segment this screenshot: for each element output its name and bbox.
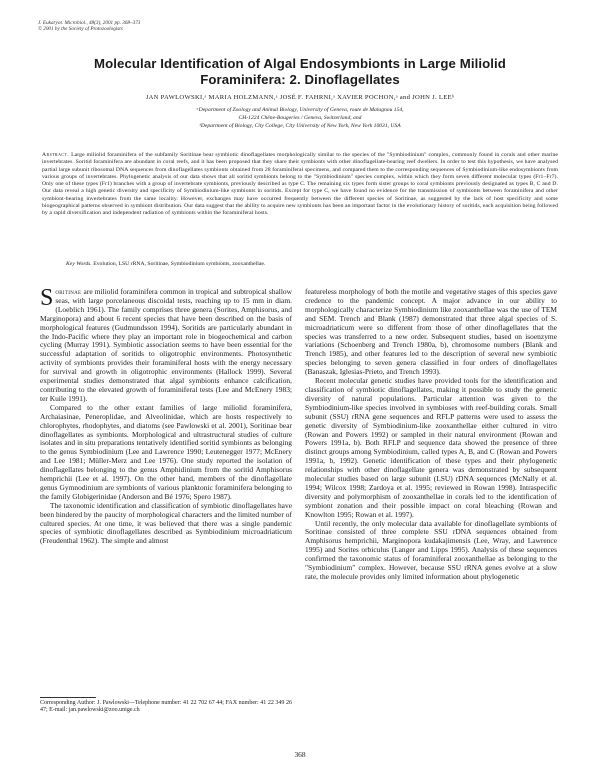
abstract-text: Large miliolid foraminifera of the subfamily Soritinae bear symbiotic dinoflagellates morphologically similar to the species of the "Symbiodinium" complex, commonly found in corals and other marine invertebrates. Soritid foraminifera are abundant in coral reefs, and it has been proposed that they share their symbionts with other dinoflagellate-bearing reef dwellers. In order to test this hypothesis, we have analysed partial large subunit ribosomal DNA sequences from dinoflagellates symbionts obtained from 28 foraminiferal specimens, and compared them to the corresponding sequences of Symbiodinium-like endosymbionts from various groups of invertebrates. Phylogenetic analysis of our data shows that all soritid symbionts belong to the "Symbiodinium" species complex, within which they form seven different molecular types (Fr1–Fr7). Only one of these types (Fr1) branches with a group of invertebrate symbionts, previously described as type C. The remaining six types form sister groups to coral symbionts previously designated as types B, C and D. Our data reveal a high genetic diversity and specificity of Symbiodinium-like symbionts in soritids. Except for type C, we have found no evidence for the transmission of symbionts between foraminifera and other symbiont-bearing invertebrates from the same locality. However, exchanges may have occurred frequently between the different species of Soritinae, as suggested by the lack of host specificity and some biogeographical patterns observed in symbiont distribution. Our data suggest that the ability to acquire new symbionts has been an important factor in the evolutionary history of soritids, each acquisition being followed by a rapid diversification and independent radiation of symbionts within the foraminiferal hosts.	[42, 152, 559, 216]
affiliation-2: CH-1224 Chêne-Bougeries / Geneva, Switzerland, and	[238, 115, 362, 121]
keywords	[66, 261, 558, 268]
title-line-2: Foraminifera: 2. Dinoflagellates	[200, 72, 400, 87]
journal-copyright: © 2001 by the Society of Protozoologists	[38, 26, 123, 33]
intro-paragraph-4: Recent molecular genetic studies have provided tools for the identification and classification of symbiotic dinoflagellates, making it possible to study the genetic diversity of natural populations. Particular attention was given to the Symbiodinium-like species involved in symbioses with reef-building corals. Small subunit (SSU) rRNA gene sequences and RFLP patterns were used to assess the genetic diversity of Symbiodinium-like zooxanthellae either cultured in vitro (Rowan and Powers 1992) or sampled in their natural environment (Rowan and Powers 1991a, b). Both RFLP and sequence data showed the presence of three distinct groups among Symbiodinium, called types A, B, and C (Rowan and Powers 1991a, b, 1992). Genetic identification of these types and their phylogenetic relationships with other dinoflagellate genera was demonstrated by subsequent molecular studies based on large subunit (LSU) rDNA sequences (McNally et al. 1994; Wilcox 1998; Zardoya et al. 1995; reviewed in Rowan 1998). Intraspecific diversity and polymorphism of zooxanthellae in corals led to the identification of symbiont zonation and their possible impact on coral bleaching (Rowan and Knowlton 1995; Rowan et al. 1997).	[305, 376, 557, 519]
affiliation-3: ᵇDepartment of Biology, City College, City University of New York, New York 10031, USA	[199, 123, 401, 129]
paper-title	[40, 56, 560, 88]
intro-paragraph-3-cont: featureless morphology of both the motile and vegetative stages of this species gave credence to the pandemic concept. A major advance in our ability to morphologically characterize Symbiodinium like zooxanthellae was the use of TEM and SEM. Trench and Blank (1987) demonstrated that three algal species of S. microadriaticum were so different from those of other dinoflagellates that the species was transferred to a new order. Subsequent studies, based on isoenzyme variations (Schoenberg and Trench 1980a, b), chromosome numbers (Blank and Trench 1985), and other features led to the description of several new symbiotic species belonging to seven genera classified in four orders of dinoflagellates (Banaszak, Iglesias-Prieto, and Trench 1993).	[305, 287, 557, 377]
left-column	[40, 285, 292, 546]
intro-paragraph-3: The taxonomic identification and classification of symbiotic dinoflagellates have been hindered by the paucity of morphological characters and the limited number of cultured species. At one time, it was believed that there was a single pandemic species of symbiotic dinoflagellates described as Symbiodinium microadriaticum (Freudenthal 1962). The simple and almost	[40, 500, 292, 546]
intro-paragraph-5: Until recently, the only molecular data available for dinoflagellate symbionts of Soritinae consisted of three complete SSU rDNA sequences obtained from Amphisorus hemprichii, Marginopora kudakajimensis (Lee, Wray, and Lawrence 1995) and Sorites orbiculus (Langer and Lipps 1995). Analysis of these sequences confirmed the taxonomic status of foraminiferal zooxanthellae as belonging to the "Symbiodinium" complex. However, because SSU rRNA genes evolve at a slow rate, the molecule provides only limited information about phylogenetic	[305, 518, 557, 581]
abstract-label: Abstract.	[42, 152, 70, 158]
affiliation-1: ᵃDepartment of Zoology and Animal Biology, University of Geneva, route de Malagnou 154,	[196, 107, 404, 113]
author-list: JAN PAWLOWSKI,ᵃ MARIA HOLZMANN,ᵃ JOSÉ F. FAHRNI,ᵃ XAVIER POCHON,ᵃ and JOHN J. LEEᵇ	[145, 94, 455, 101]
intro-paragraph-1-text: are miliolid foraminifera common in tropical and subtropical shallow seas, with large porcelaneous discoidal tests, reaching up to 15 mm in diam. (Loeblich 1961). The family comprises three genera (Sorites, Amphisorus, and Marginopora) and about 6 recent species that have been described on the basis of morphological features (Gudmundsson 1994). Soritids are particularly abundant in the Indo-Pacific where they play an important role in biogeochemical and carbon cycling (Murray 1991). Symbiotic association seems to have been essential for the successful adaptation of soritids to oligotrophic environments. Photosynthetic activity of symbionts provides their foraminiferal hosts with the energy necessary for survival and growth in oligotrophic environments (Hallock 1999). Several experimental studies demonstrated that algal symbionts enhance calcification, contributing to the elevated growth of foraminiferal tests (Lee and McEnery 1983; ter Kuile 1991).	[40, 287, 292, 403]
journal-header	[38, 20, 140, 32]
drop-cap: S	[40, 285, 54, 311]
intro-paragraph-1	[40, 285, 292, 404]
page-number: 368	[294, 750, 306, 759]
intro-lead-word: oritinae	[55, 287, 82, 296]
right-column	[305, 288, 557, 582]
corresponding-author-footnote: Corresponding Author: J. Pawlowski—Telephone number: 41 22 702 67 44; FAX number: 41 22 349 26 47; E-mail: jan.pawlowski@zoo.unige.ch	[40, 700, 292, 714]
intro-paragraph-2: Compared to the other extant families of large miliolid foraminifera, Archaiasinae, Peneroplidae, and Alveolinidae, which are hosts respectively to chlorophytes, rhodophytes, and diatoms (see Pawlowski et al. 2001), Soritinae bear dinoflagellates as symbionts. Morphological and ultrastructural studies of culture isolates and in situ preparations tentatively identified soritid symbionts as belonging to the genus Symbiodinium (Lee and Lawrence 1990; Leutenegger 1977; McEnery and Lee 1981; Müller-Merz and Lee 1976). One study reported the isolation of dinoflagellates belonging to the genus Amphidinium from the soritid Amphisorus hemprichii (Lee et al. 1997). On the other hand, members of the dinoflagellate genus Gymnodinium are symbionts of various planktonic foraminifera belonging to the family Globigerinidae (Anderson and Bé 1976; Spero 1987).	[40, 402, 292, 501]
keywords-label: Key Words.	[66, 261, 92, 267]
title-line-1: Molecular Identification of Algal Endosymbionts in Large Miliolid	[94, 56, 506, 71]
footnote-rule	[40, 697, 96, 698]
keywords-text: Evolution, LSU rRNA, Soritinae, Symbiodinium symbionts, zooxanthellae.	[93, 261, 266, 267]
journal-citation: J. Eukaryot. Microbiol., 48(3), 2001 pp. 368–373	[38, 20, 141, 26]
abstract	[42, 152, 558, 217]
